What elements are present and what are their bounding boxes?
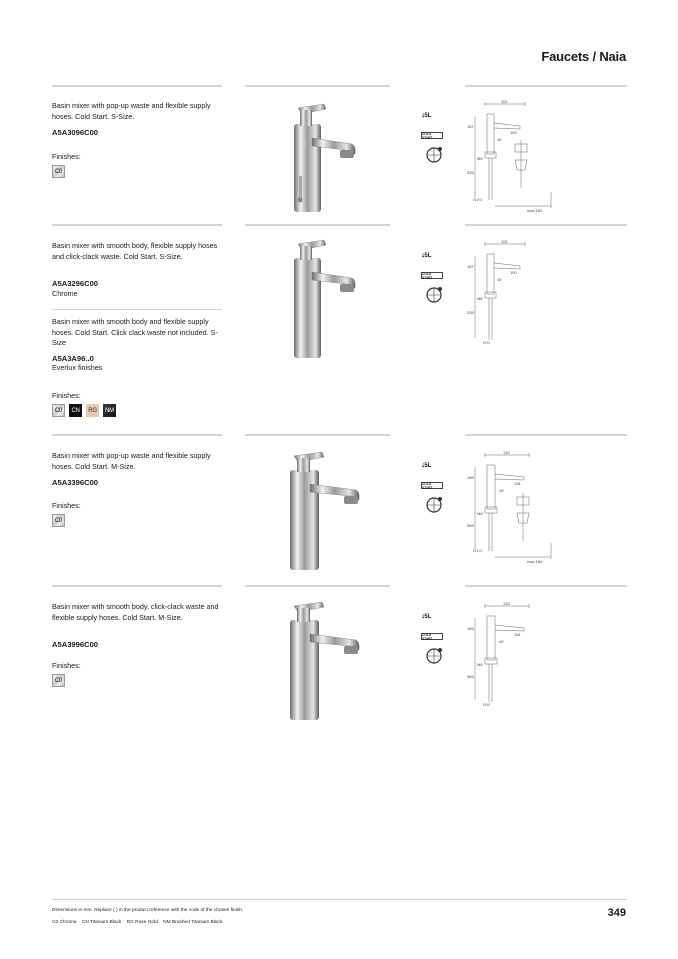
divider <box>465 585 627 587</box>
product-code: A5A3396C00 <box>52 478 99 487</box>
finish-swatch-chrome: C0 <box>52 514 65 527</box>
feature-icons <box>420 463 450 523</box>
product-description: Basin mixer with smooth body, click-clack waste and flexible supply hoses. Cold Start. M-Size. <box>52 602 219 622</box>
water-drop-icon: 💧︎5L <box>422 253 432 259</box>
faucet-photo <box>252 96 407 226</box>
dim-size: M8 <box>477 296 483 301</box>
page-title: Faucets / Naia <box>541 49 626 64</box>
technical-drawing <box>465 449 560 564</box>
divider <box>52 309 222 310</box>
water-drop-icon: 💧︎5L <box>422 614 432 620</box>
dim-max: max.160 <box>527 559 543 564</box>
dim-width: 132 <box>503 450 510 455</box>
flow-rate-label: 5L <box>424 614 432 620</box>
cold-start-icon: COLD START <box>421 272 443 279</box>
flow-rate-label: 5L <box>424 113 432 119</box>
dim-height: 185 <box>467 475 474 480</box>
dim-width: 113 <box>501 239 508 244</box>
product-description: Basin mixer with smooth body and flexible supply hoses. Cold Start. Click clack waste not included. S-Size <box>52 317 218 348</box>
finish-swatch-chrome: C0 <box>52 404 65 417</box>
divider <box>245 434 390 436</box>
water-drop-icon: 💧︎5L <box>422 463 432 469</box>
product-finish-name: Everlux finishes <box>52 363 103 372</box>
feature-icons <box>420 253 450 313</box>
divider <box>465 224 627 226</box>
page-number: 349 <box>607 907 626 919</box>
dim-max: max.160 <box>527 208 543 213</box>
divider <box>465 85 627 87</box>
dim-thread: G⅜" <box>483 340 491 345</box>
dim-inner: 49 <box>497 137 502 142</box>
cold-start-icon: COLD START <box>421 132 443 139</box>
dim-width: 132 <box>503 601 510 606</box>
dim-hose: 365 <box>467 523 474 528</box>
dim-height: 167 <box>467 264 474 269</box>
valve-icon <box>422 141 446 167</box>
flow-rate-label: 5L <box>424 463 432 469</box>
technical-drawing <box>465 98 560 213</box>
dim-size: M8 <box>477 662 483 667</box>
dim-size: M8 <box>477 156 483 161</box>
technical-drawing <box>465 238 560 353</box>
product-description: Basin mixer with pop-up waste and flexible supply hoses. Cold Start. S-Size. <box>52 101 211 121</box>
divider <box>52 85 222 87</box>
divider <box>52 434 222 436</box>
dim-hose: 335 <box>467 310 474 315</box>
finishes-label: Finishes: <box>52 391 81 400</box>
dim-size: M8 <box>477 511 483 516</box>
product-description: Basin mixer with pop-up waste and flexible supply hoses. Cold Start. M-Size. <box>52 451 211 471</box>
dim-hose: 335 <box>467 170 474 175</box>
divider <box>465 434 627 436</box>
dim-spout: 100 <box>510 270 517 275</box>
dim-height: 185 <box>467 626 474 631</box>
divider <box>52 224 222 226</box>
dim-spout: 118 <box>514 481 521 486</box>
finishes-label: Finishes: <box>52 501 81 510</box>
dim-width: 113 <box>501 99 508 104</box>
feature-icons <box>420 113 450 173</box>
finish-swatch-chrome: C0 <box>52 674 65 687</box>
valve-icon <box>422 642 446 668</box>
finish-swatch-brushed-titanium-black: NM <box>103 404 116 417</box>
faucet-photo <box>252 448 407 578</box>
dim-thread: G1¼" <box>473 197 484 202</box>
product-finish-name: Chrome <box>52 289 78 298</box>
valve-icon <box>422 491 446 517</box>
finish-swatch-chrome: C0 <box>52 165 65 178</box>
finishes-label: Finishes: <box>52 152 81 161</box>
divider <box>245 85 390 87</box>
product-code: A5A3A96..0 <box>52 354 94 363</box>
divider <box>245 224 390 226</box>
divider <box>52 585 222 587</box>
finishes-label: Finishes: <box>52 661 81 670</box>
faucet-photo <box>252 236 407 366</box>
dim-thread: G1¼" <box>473 548 484 553</box>
footer-divider <box>52 899 627 900</box>
dim-height: 167 <box>467 124 474 129</box>
footer-note: Dimensions in mm. Replace (.) in the product reference with the code of the chosen finish. <box>52 908 244 913</box>
footer-legend: C0 Chrome CN Titanium Black RG Rose Gold NM Brushed Titanium Black <box>52 920 223 925</box>
dim-spout: 100 <box>510 130 517 135</box>
finish-swatch-rose-gold: RG <box>86 404 99 417</box>
finish-swatch-titanium-black: CN <box>69 404 82 417</box>
dim-hose: 365 <box>467 674 474 679</box>
valve-icon <box>422 281 446 307</box>
technical-drawing <box>465 600 560 715</box>
product-code: A5A3996C00 <box>52 640 99 649</box>
cold-start-icon: COLD START <box>421 482 443 489</box>
feature-icons <box>420 614 450 674</box>
dim-thread: G⅜" <box>483 702 491 707</box>
faucet-photo <box>252 598 407 728</box>
dim-spout: 118 <box>514 632 521 637</box>
dim-inner: 49 <box>497 277 502 282</box>
product-description: Basin mixer with smooth body, flexible supply hoses and click-clack waste. Cold Start. S-Size. <box>52 241 218 261</box>
product-code: A5A3296C00 <box>52 279 99 288</box>
cold-start-icon: COLD START <box>421 633 443 640</box>
divider <box>245 585 390 587</box>
flow-rate-label: 5L <box>424 253 432 259</box>
product-code: A5A3096C00 <box>52 128 99 137</box>
water-drop-icon: 💧︎5L <box>422 113 432 119</box>
dim-inner: 49 <box>499 488 504 493</box>
dim-inner: 49 <box>499 639 504 644</box>
